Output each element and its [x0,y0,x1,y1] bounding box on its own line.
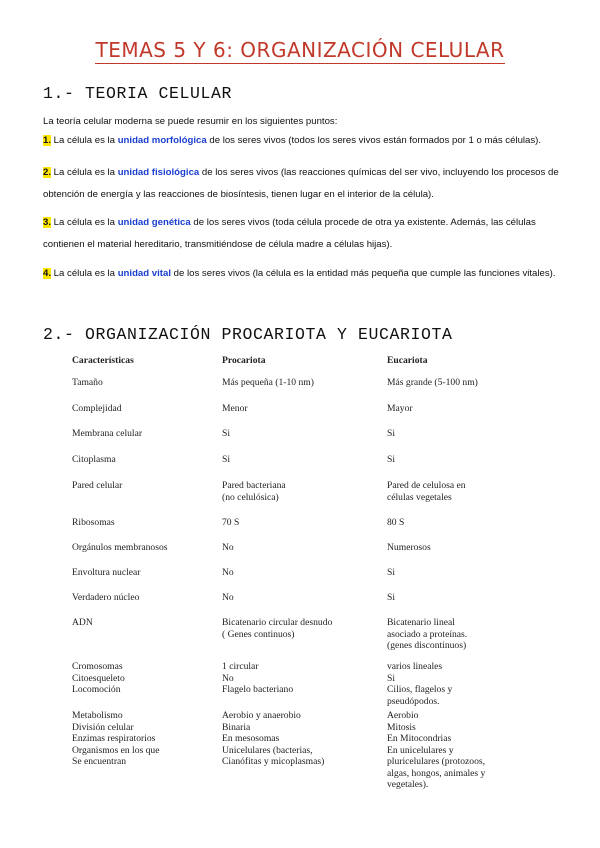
cell-caracteristica: Envoltura nuclear [72,567,141,578]
cell-procariota: Aerobio y anaerobio [222,710,301,721]
table-row [72,480,527,517]
point-3 [43,212,563,256]
table-row [72,592,527,617]
cell-eucariota: Cilios, flagelos y pseudópodos. [387,684,453,707]
cell-procariota: 70 S [222,517,240,528]
page-title: TEMAS 5 Y 6: ORGANIZACIÓN CELULAR [95,38,505,62]
cell-caracteristica: Membrana celular [72,428,143,439]
cell-caracteristica: División celular [72,721,134,733]
point-2 [43,162,563,206]
cell-eucariota: Si [387,454,396,465]
cell-caracteristica: ADN [72,617,93,628]
cell-caracteristica: Cromosomas [72,661,123,672]
cell-eucariota: En Mitocondrias [387,733,452,744]
cell-caracteristica: Metabolismo [72,710,123,721]
cell-caracteristica: Complejidad [72,403,122,414]
cell-eucariota: En unicelulares y pluricelulares (protozoos, algas, hongos, animales y vegetales). [387,744,486,790]
table-header-row [72,355,527,377]
cell-eucariota: Si [387,672,396,684]
table-row [72,673,527,685]
header-procariota: Procariota [222,355,266,366]
cell-procariota: 1 circular [222,661,259,672]
comparison-table [72,355,527,791]
cell-caracteristica: Pared celular [72,480,123,491]
cell-eucariota: Aerobio [387,710,419,721]
table-row [72,428,527,454]
cell-procariota: No [222,542,234,553]
point-highlight: unidad vital [117,268,171,279]
cell-caracteristica: Citoplasma [72,454,116,465]
cell-procariota: En mesosomas [222,733,280,744]
table-row [72,745,527,791]
cell-procariota: Si [222,454,231,465]
table-row [72,722,527,734]
header-caracteristicas: Características [72,355,134,366]
cell-procariota: Bicatenario circular desnudo ( Genes continuos) [222,617,333,640]
intro-paragraph: La teoría celular moderna se puede resumir en los siguientes puntos: [43,116,338,127]
cell-procariota: Menor [222,403,248,414]
point-text: de los seres vivos (toda célula procede de otra ya existente. Además, las células contienen el material hereditario, transmitiéndose de célula madre a células hijas). [43,217,536,250]
table-row [72,517,527,542]
section-heading-organizacion: 2.- ORGANIZACIÓN PROCARIOTA Y EUCARIOTA [43,325,453,344]
table-row [72,733,527,745]
section-heading-teoria-celular: 1.- TEORIA CELULAR [43,84,233,103]
point-text: de los seres vivos (la célula es la entidad más pequeña que cumple las funciones vitales). [171,268,556,279]
point-text: La célula es la [51,268,118,279]
table-row [72,661,527,673]
cell-eucariota: Si [387,567,396,578]
cell-eucariota: Pared de celulosa en células vegetales [387,480,466,503]
cell-eucariota: Numerosos [387,542,431,553]
table-row [72,617,527,661]
cell-eucariota: 80 S [387,517,405,528]
header-eucariota: Eucariota [387,355,428,366]
point-highlight: unidad morfológica [117,135,207,146]
cell-eucariota: Más grande (5-100 nm) [387,377,478,388]
cell-procariota: Más pequeña (1-10 nm) [222,377,314,388]
cell-procariota: Pared bacteriana (no celulósica) [222,480,286,503]
point-text: La célula es la [51,167,118,178]
point-text: de los seres vivos (todos los seres vivos están formados por 1 o más células). [206,135,542,146]
cell-caracteristica: Tamaño [72,377,103,388]
point-1 [43,130,563,152]
table-row [72,454,527,480]
point-highlight: unidad fisiológica [117,167,200,178]
cell-procariota: Unicelulares (bacterias, Cianófitas y micoplasmas) [222,744,325,767]
table-row [72,684,527,710]
cell-eucariota: Si [387,428,396,439]
point-text: La célula es la [51,135,118,146]
cell-procariota: Binaria [222,721,251,733]
cell-eucariota: Si [387,592,396,603]
table-row [72,542,527,567]
cell-eucariota: Bicatenario lineal asociado a proteínas. (genes discontinuos) [387,617,468,651]
point-highlight: unidad genética [117,217,191,228]
cell-procariota: Flagelo bacteriano [222,684,294,695]
cell-procariota: Si [222,428,231,439]
table-row [72,403,527,428]
point-text: de los seres vivos (las reacciones químicas del ser vivo, incluyendo los procesos de obtención de energía y las reacciones de biosíntesis, tienen lugar en el interior de la célula). [43,167,559,200]
cell-caracteristica: Verdadero núcleo [72,592,140,603]
cell-eucariota: Mayor [387,403,413,414]
cell-procariota: No [222,592,234,603]
point-4 [43,263,563,285]
table-row [72,710,527,722]
cell-caracteristica: Orgánulos membranosos [72,542,168,553]
cell-eucariota: Mitosis [387,721,416,733]
point-number: 4. [43,268,52,279]
cell-caracteristica: Citoesqueleto [72,672,125,684]
point-number: 1. [43,135,52,146]
cell-caracteristica: Organismos en los que Se encuentran [72,744,160,767]
cell-eucariota: varios lineales [387,661,443,672]
point-number: 2. [43,167,52,178]
table-row [72,567,527,592]
point-number: 3. [43,217,52,228]
point-text: La célula es la [51,217,118,228]
cell-caracteristica: Locomoción [72,684,121,695]
cell-caracteristica: Enzimas respiratorios [72,733,156,744]
cell-caracteristica: Ribosomas [72,517,115,528]
cell-procariota: No [222,567,234,578]
table-row [72,377,527,403]
cell-procariota: No [222,672,234,684]
